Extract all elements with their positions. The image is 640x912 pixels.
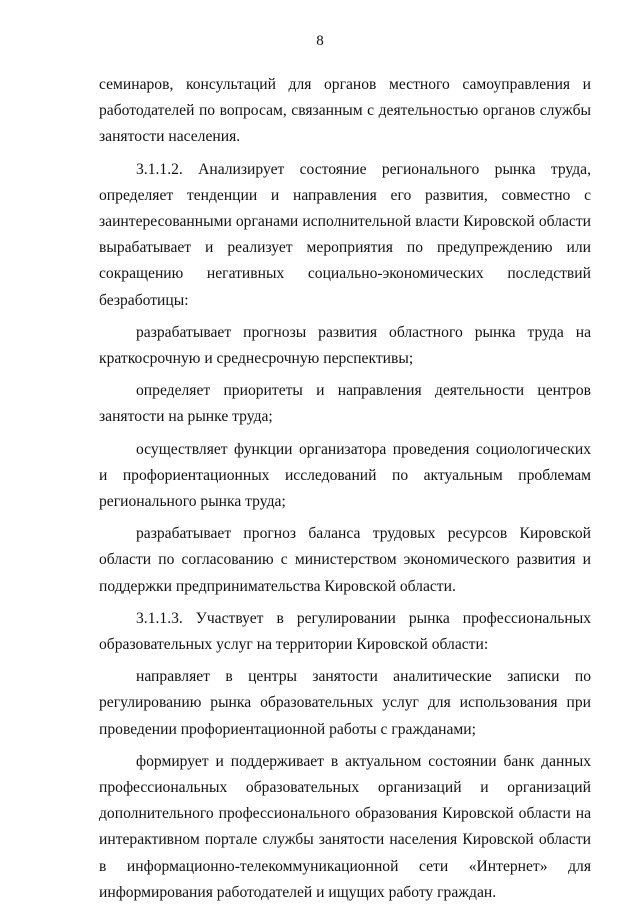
paragraph-2: 3.1.1.2. Анализирует состояние регионального рынка труда, определяет тенденции и направления его развития, совместно с заинтересованными органами исполнительной власти Кировской области вырабатывает и реализует мероприятия по предупреждению или сокращению негативных социально-экономических последствий безработицы: [99, 160, 591, 309]
document-body [99, 72, 591, 912]
page-number: 8 [316, 33, 324, 49]
paragraph-9: формирует и поддерживает в актуальном состоянии банк данных профессиональных образовательных организаций и организаций дополнительного профессионального образования Кировской области на интерактивном портале службы занятости населения Кировской области в информационно-телекоммуникационной сети «Интернет» для информирования работодателей и ищущих работу граждан. [99, 752, 591, 901]
paragraph-4: определяет приоритеты и направления деятельности центров занятости на рынке труда; [99, 382, 591, 426]
paragraph-8: направляет в центры занятости аналитические записки по регулированию рынка образовательных услуг для использования при проведении профориентационной работы с гражданами; [99, 668, 591, 738]
paragraph-3: разрабатывает прогнозы развития областного рынка труда на краткосрочную и среднесрочную перспективы; [99, 323, 591, 368]
paragraph-6: разрабатывает прогноз баланса трудовых ресурсов Кировской области по согласованию с министерством экономического развития и поддержки предпринимательства Кировской области. [99, 525, 591, 595]
paragraph-5: осуществляет функции организатора проведения социологических и профориентационных исследований по актуальным проблемам регионального рынка труда; [99, 440, 591, 511]
paragraph-7: 3.1.1.3. Участвует в регулировании рынка профессиональных образовательных услуг на территории Кировской области: [99, 609, 591, 654]
paragraph-1: семинаров, консультаций для органов местного самоуправления и работодателей по вопросам, связанным с деятельностью органов службы занятости населения. [99, 76, 591, 146]
